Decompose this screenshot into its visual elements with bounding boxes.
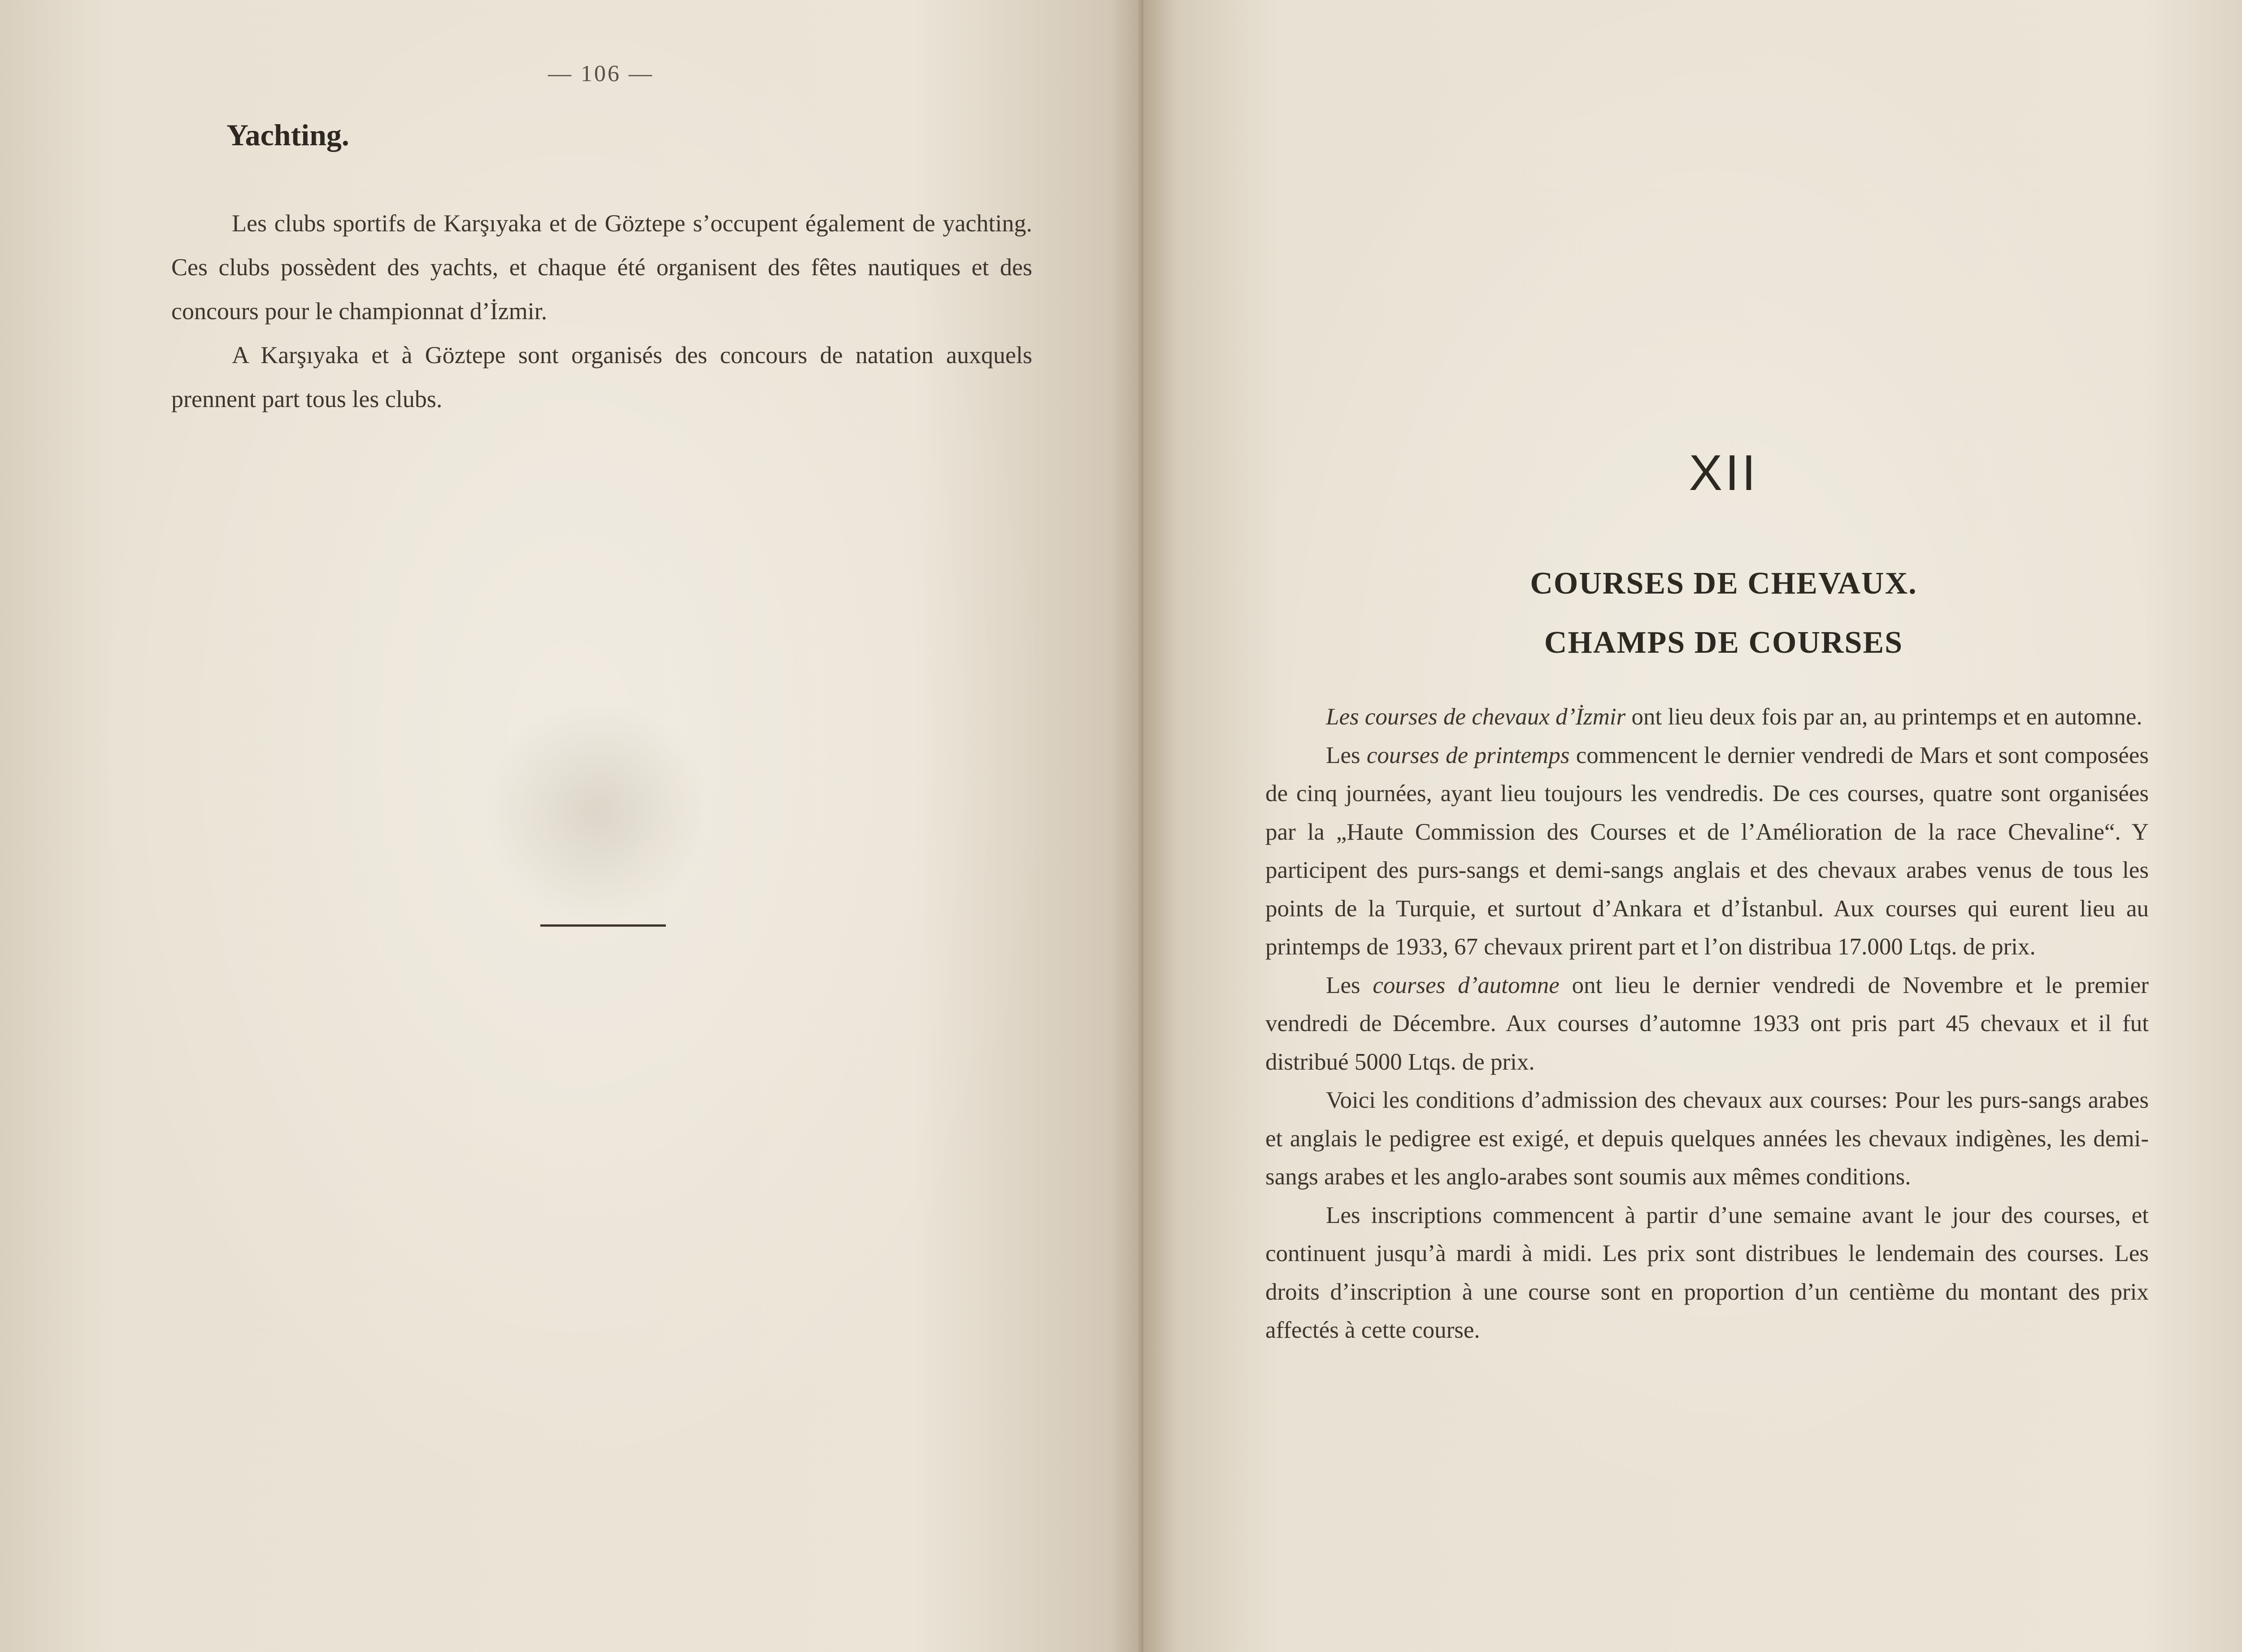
italic-phrase: courses de printemps <box>1366 742 1570 768</box>
paragraph: A Karşıyaka et à Göztepe sont organisés des concours de natation auxquels prennent part tous les clubs. <box>171 342 1032 412</box>
paragraph <box>1265 698 2149 737</box>
paragraph: Les clubs sportifs de Karşıyaka et de Göztepe s’occupent également de yachting. Ces clubs possèdent des yachts, et chaque été organisent des fêtes nautiques et des concours pour le championnat d’İzmir. <box>171 210 1032 325</box>
italic-phrase: courses d’automne <box>1373 972 1560 998</box>
italic-phrase: Les courses de chevaux d’İzmir <box>1326 704 1626 730</box>
paragraph-text: Les <box>1326 972 1373 998</box>
chapter-number: XII <box>1689 445 1759 501</box>
paragraph-text: ont lieu le dernier vendredi de Novembre et le premier vendredi de Décembre. Aux courses d’automne 1933 ont pris part 45 chevaux et il fut distribué 5000 Ltqs. de prix. <box>1265 972 2149 1075</box>
chapter-subtitle: CHAMPS DE COURSES <box>1544 625 1903 660</box>
page-number: — 106 — <box>548 61 654 87</box>
paragraph: Les inscriptions commencent à partir d’une semaine avant le jour des courses, et continuent jusqu’à mardi à midi. Les prix sont distribues le lendemain des courses. Les droits d’inscription à une course sont en proportion d’un centième du montant des prix affectés à cette course. <box>1265 1202 2149 1343</box>
chapter-title: COURSES DE CHEVAUX. <box>1530 566 1917 601</box>
paragraph-text: ont lieu deux fois par an, au printemps et en automne. <box>1625 704 2142 730</box>
section-heading: Yachting. <box>226 118 349 152</box>
right-page <box>1143 0 2242 1652</box>
paragraph <box>1265 737 2149 967</box>
right-body-text <box>1265 698 2149 1350</box>
section-divider <box>540 924 666 927</box>
paragraph-text: Les <box>1326 742 1367 768</box>
left-body-text <box>171 201 1032 421</box>
paragraph: Voici les conditions d’admission des chevaux aux courses: Pour les purs-sangs arabes et anglais le pedigree est exigé, et depuis quelques années les chevaux indigènes, les demi-sangs arabes et les anglo-arabes sont soumis aux mêmes conditions. <box>1265 1087 2149 1190</box>
show-through-stain <box>484 699 708 924</box>
paragraph-text: commencent le dernier vendredi de Mars et sont composées de cinq journées, ayant lieu toujours les vendredis. De ces courses, quatre sont organisées par la „Haute Commission des Courses et de l’Amélioration de la race Chevaline“. Y participent des purs-sangs et demi-sangs anglais et des chevaux arabes venus de tous les points de la Turquie, et surtout d’Ankara et d’İstanbul. Aux courses qui eurent lieu au printemps de 1933, 67 chevaux prirent part et l’on distribua 17.000 Ltqs. de prix. <box>1265 742 2149 960</box>
paragraph <box>1265 967 2149 1082</box>
